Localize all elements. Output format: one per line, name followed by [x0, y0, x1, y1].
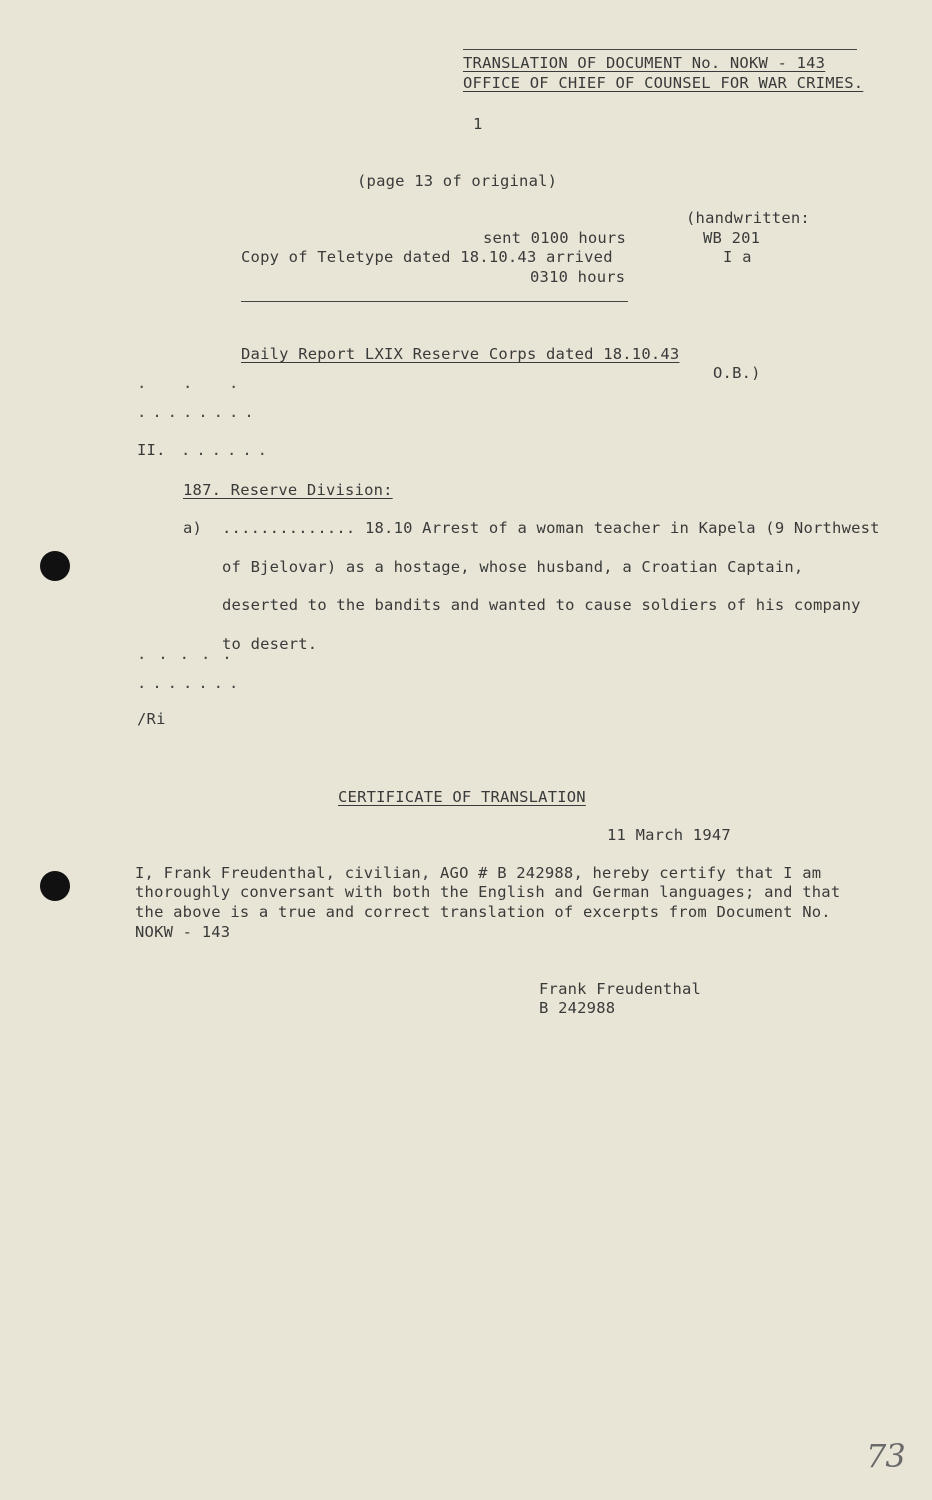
omission-dots: ...... — [181, 441, 273, 459]
header-line-1: TRANSLATION OF DOCUMENT No. NOKW - 143 — [463, 54, 826, 72]
division-heading: 187. Reserve Division: — [183, 481, 393, 499]
omission-dots: ....... — [137, 674, 245, 692]
certificate-body-1: I, Frank Freudenthal, civilian, AGO # B 242988, hereby certify that I am — [135, 864, 822, 882]
handwritten-line-3: I a — [723, 248, 752, 266]
section-roman: II. — [137, 441, 166, 459]
certificate-body-2: thoroughly conversant with both the English and German languages; and that — [135, 883, 841, 901]
omission-dots: ..... — [137, 645, 244, 663]
teletype-sent: sent 0100 hours — [483, 229, 626, 247]
item-label: a) — [183, 519, 203, 537]
item-line-4: to desert. — [222, 635, 318, 653]
signature-name: Frank Freudenthal — [539, 980, 702, 998]
handwritten-line-2: WB 201 — [703, 229, 761, 247]
report-title: Daily Report LXIX Reserve Corps dated 18.10.43 — [241, 345, 680, 363]
item-line-1: .............. 18.10 Arrest of a woman teacher in Kapela (9 Northwest — [222, 519, 880, 537]
punch-hole — [40, 551, 70, 581]
omission-dots: . . . — [137, 374, 245, 392]
initials: /Ri — [137, 710, 166, 728]
item-line-3: deserted to the bandits and wanted to cause soldiers of his company — [222, 596, 861, 614]
page-of-original: (page 13 of original) — [357, 172, 558, 190]
item-line-2: of Bjelovar) as a hostage, whose husband, a Croatian Captain, — [222, 558, 804, 576]
teletype-rule — [241, 301, 628, 302]
teletype-copy: Copy of Teletype dated 18.10.43 arrived — [241, 248, 613, 266]
certificate-date: 11 March 1947 — [607, 826, 731, 844]
teletype-arrived-time: 0310 hours — [530, 268, 626, 286]
handwritten-line-1: (handwritten: — [686, 209, 810, 227]
handwritten-line-4: O.B.) — [713, 364, 761, 382]
omission-dots: ........ — [137, 403, 260, 421]
header-top-rule — [463, 49, 857, 50]
signature-id: B 242988 — [539, 999, 616, 1017]
certificate-title: CERTIFICATE OF TRANSLATION — [338, 788, 586, 806]
handwritten-page-number: 73 — [866, 1437, 905, 1475]
certificate-body-3: the above is a true and correct translation of excerpts from Document No. — [135, 903, 831, 921]
certificate-body-4: NOKW - 143 — [135, 923, 231, 941]
punch-hole — [40, 871, 70, 901]
page-number-top: 1 — [473, 115, 483, 133]
header-line-2: OFFICE OF CHIEF OF COUNSEL FOR WAR CRIMES. — [463, 74, 864, 92]
